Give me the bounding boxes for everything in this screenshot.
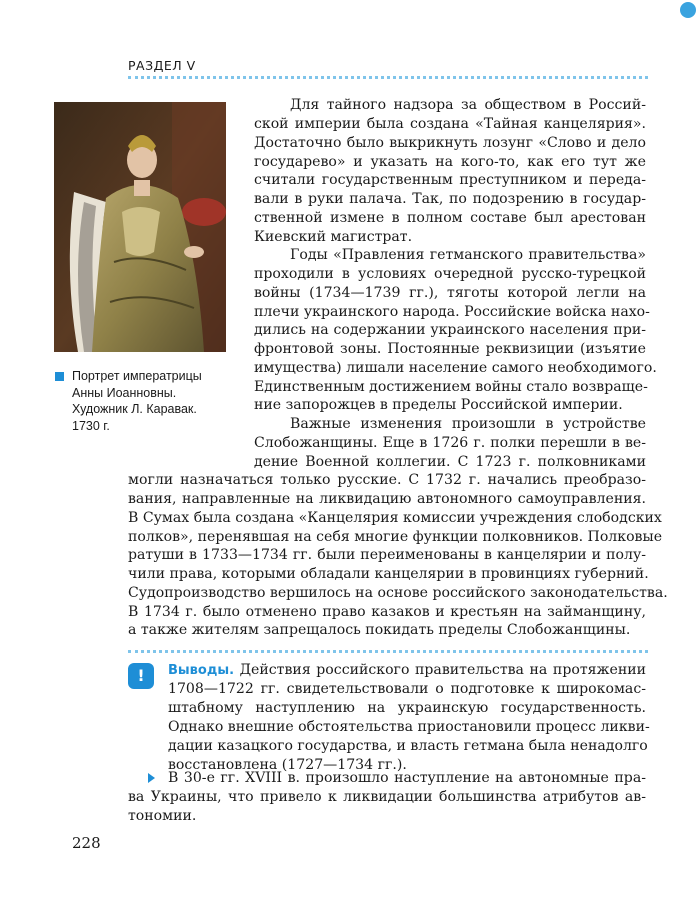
text-line: фронтовой зоны. Постоянные реквизиции (изъятие	[254, 341, 646, 357]
text-line: В Сумах была создана «Канцелярия комиссии учреждения слободских	[128, 510, 662, 526]
conclusions-label: Выводы.	[168, 663, 235, 678]
portrait-image	[54, 102, 226, 352]
text-line: Для тайного надзора за обществом в Россий-	[290, 97, 646, 113]
caption-line: 1730 г.	[72, 418, 110, 433]
caption-line: Анны Иоанновны.	[72, 385, 177, 400]
conclusions-divider	[128, 650, 648, 653]
publisher-logo-icon	[680, 2, 696, 18]
caption-line: Портрет императрицы	[72, 369, 202, 383]
text-line: восстановлена (1727—1734 гг.).	[168, 757, 407, 773]
text-line: ние запорожцев в пределы Российской империи.	[254, 397, 623, 413]
text-line: дации казацкого государства, и власть гетмана была ненадолго	[168, 738, 648, 754]
text-line: Годы «Правления гетманского правительства»	[290, 247, 646, 263]
text-line: имущества) лишали население самого необходимого.	[254, 360, 657, 376]
exclamation-icon: !	[128, 663, 154, 689]
text-line: могли назначаться только русские. С 1732 г. начались преобразо-	[128, 472, 646, 488]
text-line: считали государственным преступником и переда-	[254, 172, 646, 188]
text-line: полков», перенявшая на себя многие функции полковников. Полковые	[128, 529, 663, 545]
text-line: ской империи была создана «Тайная канцелярия».	[254, 116, 646, 132]
text-line: Слобожанщины. Еще в 1726 г. полки перешли в ве-	[254, 435, 646, 451]
caption-line: Художник Л. Каравак.	[72, 402, 197, 416]
text-line: ва Украины, что привело к ликвидации большинства атрибутов ав-	[128, 789, 646, 805]
text-line: Судопроизводство вершилось на основе российского законодательства.	[128, 585, 668, 601]
text-line: ратуши в 1733—1734 гг. были переименованы в канцелярии и полу-	[128, 547, 646, 563]
text-line: Единственным достижением войны стало возвраще-	[254, 379, 648, 395]
text-line: Достаточно было выкрикнуть лозунг «Слово и дело	[254, 135, 646, 151]
portrait-caption	[72, 368, 230, 434]
text-line: дение Военной коллегии. С 1723 г. полковниками	[254, 454, 646, 470]
text-line: государево» и указать на кого-то, как его тут же	[254, 154, 646, 170]
text-line: чили права, которыми обладали канцелярии в провинциях губерний.	[128, 566, 649, 582]
conclusions-first-line	[168, 661, 646, 681]
text-line: штабному наступлению на украинскую государственность.	[168, 700, 646, 716]
text-line: ственной измене в полном составе был арестован	[254, 210, 646, 226]
text-line: вали в руки палача. Так, по подозрению в государ-	[254, 191, 646, 207]
conclusions-first-line-text: Действия российского правительства на протяжении	[234, 662, 646, 678]
text-line: Однако внешние обстоятельства приостановили процесс ликви-	[168, 719, 650, 735]
text-line: плечи украинского народа. Российские войска нахо-	[254, 304, 650, 320]
text-line: проходили в условиях очередной русско-турецкой	[254, 266, 646, 282]
text-line: Киевский магистрат.	[254, 229, 413, 245]
text-line: тономии.	[128, 808, 197, 824]
text-line: вания, направленные на ликвидацию автономного самоуправления.	[128, 491, 646, 507]
text-line: войны (1734—1739 гг.), тяготы которой легли на	[254, 285, 646, 301]
section-header: РАЗДЕЛ V	[128, 58, 196, 73]
text-line: 1708—1722 гг. свидетельствовали о подготовке к широкомас-	[168, 681, 646, 697]
header-divider	[128, 76, 648, 79]
text-line: а также жителям запрещалось покидать пределы Слобожанщины.	[128, 622, 631, 638]
text-line: В 30-е гг. XVIII в. произошло наступление на автономные пра-	[168, 770, 646, 786]
text-line: дились на содержании украинского населения при-	[254, 322, 646, 338]
text-line: Важные изменения произошли в устройстве	[290, 416, 646, 432]
caption-marker-icon	[55, 372, 64, 381]
text-line: В 1734 г. было отменено право казаков и крестьян на займанщину,	[128, 604, 646, 620]
page-number: 228	[72, 834, 101, 852]
